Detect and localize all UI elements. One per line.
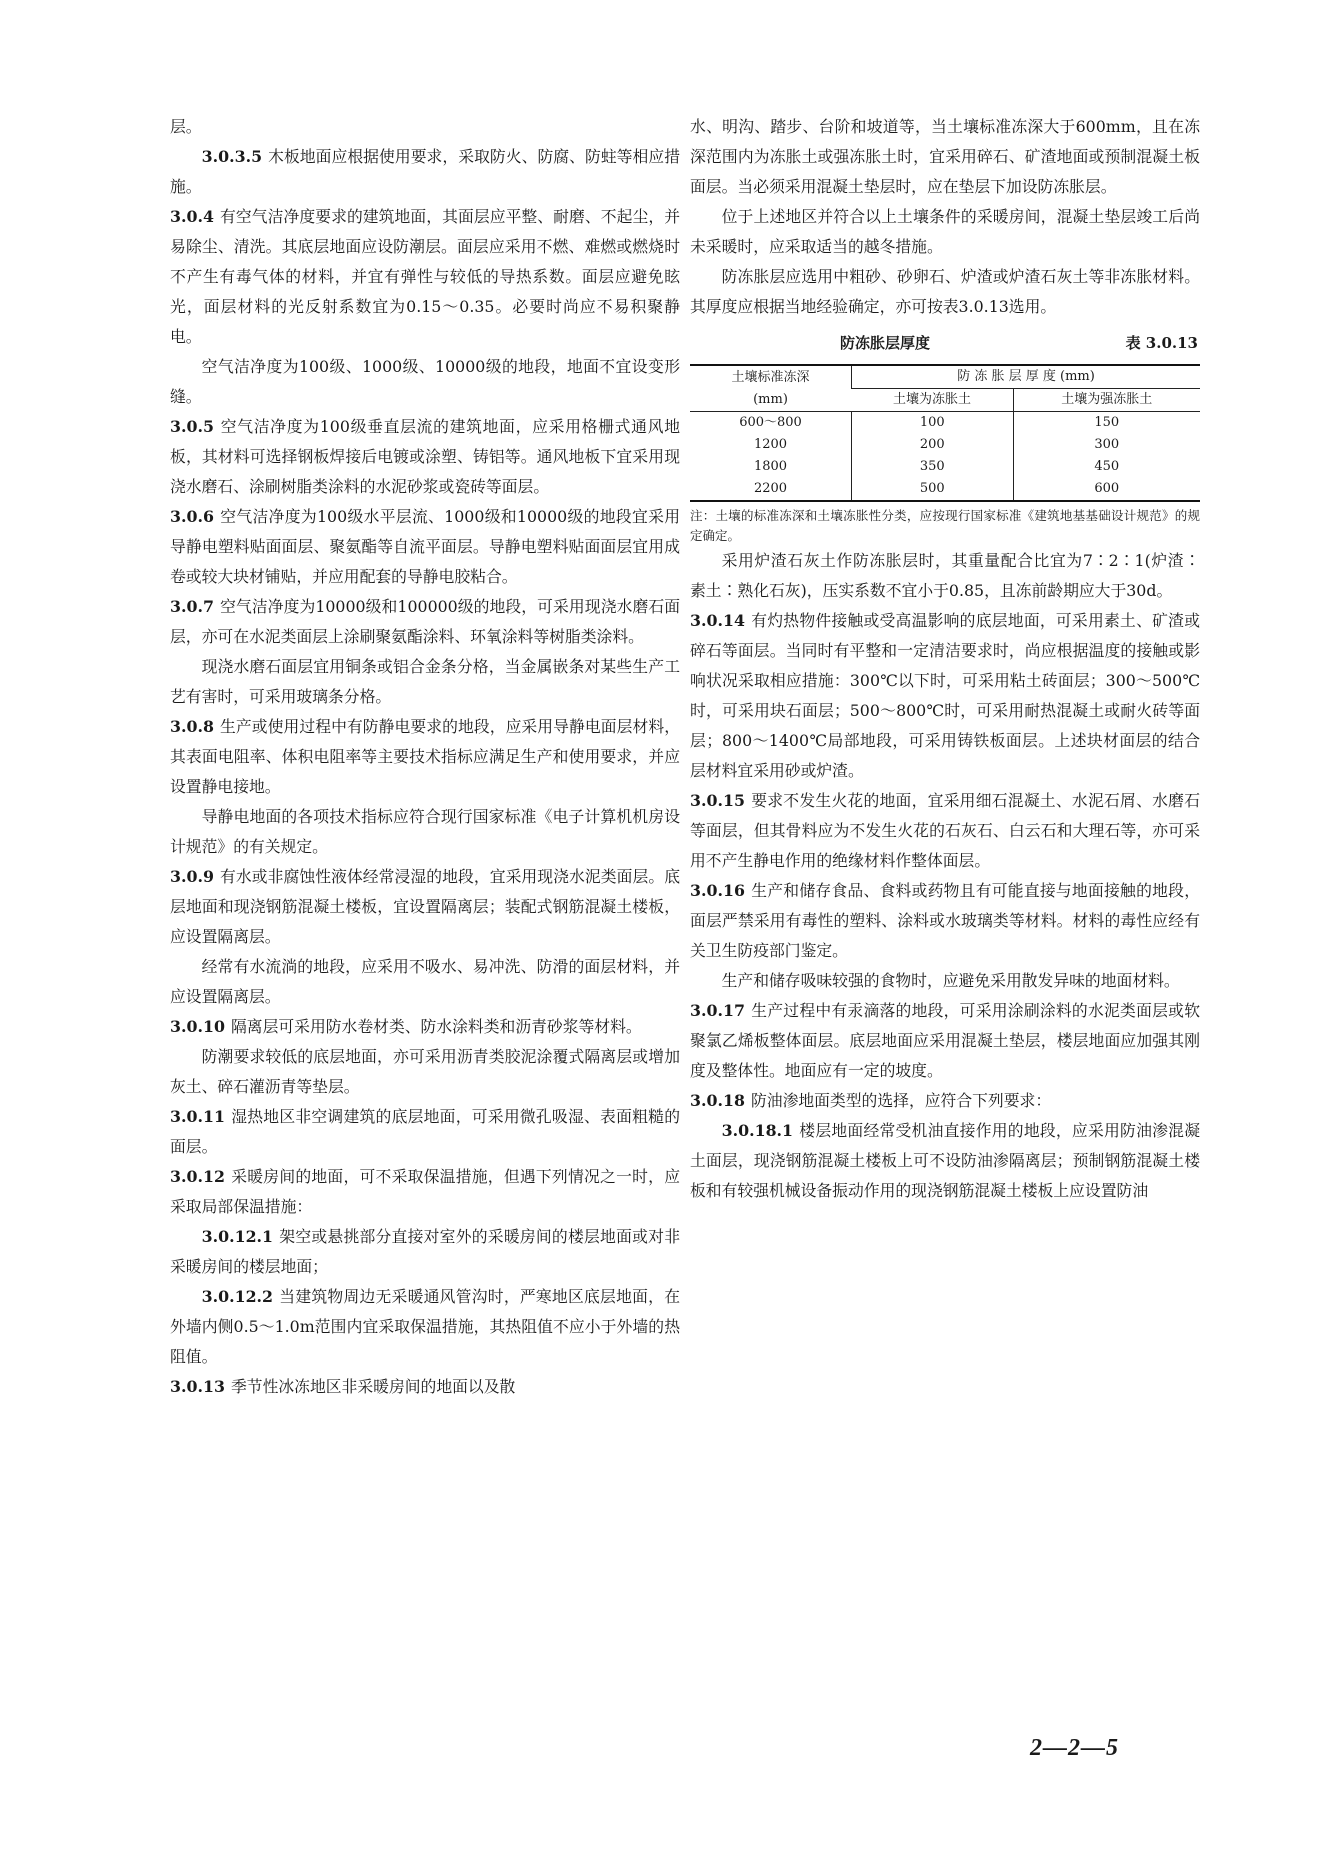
table-row: 2200 500 600 [690,478,1200,501]
paragraph-text: 采用炉渣石灰土作防冻胀层时，其重量配合比宜为7∶2∶1(炉渣∶素土∶熟化石灰)，压实系数不宜小于0.85，且冻前龄期应大于30d。 [690,551,1200,600]
paragraph-text: 有水或非腐蚀性液体经常浸湿的地段，宜采用现浇水泥类面层。底层地面和现浇钢筋混凝土楼板，宜设置隔离层；装配式钢筋混凝土楼板，应设置隔离层。 [170,867,680,946]
clause-number: 3.0.11 [170,1107,225,1126]
clause-number: 3.0.13 [170,1377,225,1396]
paragraph-text: 木板地面应根据使用要求，采取防火、防腐、防蛀等相应措施。 [170,147,680,196]
paragraph [690,262,1200,322]
table-number: 表 3.0.13 [1125,334,1198,352]
table-header-thickness: 防 冻 胀 层 厚 度 (mm) [852,365,1200,389]
paragraph-text: 楼层地面经常受机油直接作用的地段，应采用防油渗混凝土面层，现浇钢筋混凝土楼板上可不设防油渗隔离层；预制钢筋混凝土楼板和有较强机械设备振动作用的现浇钢筋混凝土楼板上应设置防油 [690,1121,1200,1200]
clause-number: 3.0.3.5 [201,147,263,166]
clause-paragraph [170,1282,680,1372]
paragraph-text: 水、明沟、踏步、台阶和坡道等，当土壤标准冻深大于600mm，且在冻深范围内为冻胀土或强冻胀土时，宜采用碎石、矿渣地面或预制混凝土板面层。当必须采用混凝土垫层时，应在垫层下加设防冻胀层。 [690,117,1200,196]
clause-paragraph [690,996,1200,1086]
paragraph-text: 当建筑物周边无采暖通风管沟时，严寒地区底层地面，在外墙内侧0.5～1.0m范围内宜采取保温措施，其热阻值不应小于外墙的热阻值。 [170,1287,680,1366]
paragraph-text: 空气洁净度为10000级和100000级的地段，可采用现浇水磨石面层，亦可在水泥类面层上涂刷聚氨酯涂料、环氧涂料等树脂类涂料。 [170,597,680,646]
paragraph-text: 空气洁净度为100级垂直层流的建筑地面，应采用格栅式通风地板，其材料可选择钢板焊接后电镀或涂塑、铸铝等。通风地板下宜采用现浇水磨石、涂刷树脂类涂料的水泥砂浆或瓷砖等面层。 [170,417,680,496]
paragraph-text: 有灼热物件接触或受高温影响的底层地面，可采用素土、矿渣或碎石等面层。当同时有平整和一定清洁要求时，尚应根据温度的接触或影响状况采取相应措施：300℃以下时，可采用粘土砖面层；300～500℃时，可采用块石面层；500～800℃时，可采用耐热混凝土或耐火砖等面层；800～1400℃局部地段，可采用铸铁板面层。上述块材面层的结合层材料宜采用砂或炉渣。 [690,611,1200,780]
clause-paragraph [170,1372,680,1402]
clause-number: 3.0.12 [170,1167,225,1186]
clause-paragraph [690,1086,1200,1116]
paragraph [690,546,1200,606]
paragraph [170,112,680,142]
paragraph-text: 层。 [170,117,202,136]
clause-number: 3.0.15 [690,791,745,810]
clause-number: 3.0.4 [170,207,214,226]
paragraph-text: 要求不发生火花的地面，宜采用细石混凝土、水泥石屑、水磨石等面层，但其骨料应为不发生火花的石灰石、白云石和大理石等，亦可采用不产生静电作用的绝缘材料作整体面层。 [690,791,1200,870]
clause-paragraph [170,712,680,802]
clause-number: 3.0.12.1 [201,1227,274,1246]
table-row: 1800 350 450 [690,456,1200,478]
clause-number: 3.0.8 [170,717,214,736]
paragraph-text: 现浇水磨石面层宜用铜条或铝合金条分格，当金属嵌条对某些生产工艺有害时，可采用玻璃条分格。 [170,657,680,706]
clause-paragraph [170,502,680,592]
clause-number: 3.0.7 [170,597,214,616]
paragraph [170,652,680,712]
clause-paragraph [170,592,680,652]
paragraph-text: 采暖房间的地面，可不采取保温措施，但遇下列情况之一时，应采取局部保温措施： [170,1167,680,1216]
table-caption [690,328,1200,364]
clause-paragraph [170,862,680,952]
paragraph-text: 经常有水流淌的地段，应采用不吸水、易冲洗、防滑的面层材料，并应设置隔离层。 [170,957,680,1006]
clause-number: 3.0.5 [170,417,214,436]
left-column [170,112,680,1402]
clause-number: 3.0.12.2 [201,1287,274,1306]
paragraph-text: 防潮要求较低的底层地面，亦可采用沥青类胶泥涂覆式隔离层或增加灰土、碎石灌沥青等垫层。 [170,1047,680,1096]
clause-paragraph [690,876,1200,966]
table-row: 1200 200 300 [690,434,1200,456]
clause-number: 3.0.14 [690,611,745,630]
clause-paragraph [690,606,1200,786]
table-header-depth: 土壤标准冻深 (mm) [690,365,852,412]
paragraph-text: 隔离层可采用防水卷材类、防水涂料类和沥青砂浆等材料。 [230,1017,642,1036]
right-column-bottom [690,546,1200,1206]
paragraph-text: 季节性冰冻地区非采暖房间的地面以及散 [230,1377,516,1396]
paragraph [690,966,1200,996]
clause-paragraph [170,1222,680,1282]
table-note: 注：土壤的标准冻深和土壤冻胀性分类，应按现行国家标准《建筑地基基础设计规范》的规定确定。 [690,508,1200,543]
clause-number: 3.0.10 [170,1017,225,1036]
paragraph-text: 防油渗地面类型的选择，应符合下列要求： [750,1091,1052,1110]
table-header-strong-frost-soil: 土壤为强冻胀土 [1013,389,1200,412]
paragraph-text: 生产或使用过程中有防静电要求的地段，应采用导静电面层材料，其表面电阻率、体积电阻率等主要技术指标应满足生产和使用要求，并应设置静电接地。 [170,717,680,796]
paragraph-text: 架空或悬挑部分直接对室外的采暖房间的楼层地面或对非采暖房间的楼层地面； [170,1227,680,1276]
clause-paragraph [170,1162,680,1222]
paragraph-text: 有空气洁净度要求的建筑地面，其面层应平整、耐磨、不起尘，并易除尘、清洗。其底层地面应设防潮层。面层应采用不燃、难燃或燃烧时不产生有毒气体的材料，并宜有弹性与较低的导热系数。面层应避免眩光，面层材料的光反射系数宜为0.15～0.35。必要时尚应不易积聚静电。 [170,207,680,346]
right-column [690,112,1200,1206]
clause-number: 3.0.6 [170,507,214,526]
paragraph-text: 导静电地面的各项技术指标应符合现行国家标准《电子计算机机房设计规范》的有关规定。 [170,807,680,856]
paragraph [170,352,680,412]
paragraph [690,112,1200,202]
clause-number: 3.0.9 [170,867,214,886]
paragraph-text: 防冻胀层应选用中粗砂、砂卵石、炉渣或炉渣石灰土等非冻胀材料。其厚度应根据当地经验确定，亦可按表3.0.13选用。 [690,267,1200,316]
clause-number: 3.0.17 [690,1001,745,1020]
paragraph-text: 湿热地区非空调建筑的底层地面，可采用微孔吸湿、表面粗糙的面层。 [170,1107,680,1156]
clause-number: 3.0.18 [690,1091,745,1110]
clause-paragraph [170,1012,680,1042]
clause-paragraph [170,412,680,502]
page-number: 2—2—5 [1030,1735,1119,1761]
clause-paragraph [170,142,680,202]
clause-paragraph [170,1102,680,1162]
frost-table-block [690,328,1200,546]
clause-number: 3.0.16 [690,881,745,900]
paragraph [690,202,1200,262]
table-header-frost-soil: 土壤为冻胀土 [852,389,1014,412]
paragraph-text: 空气洁净度为100级、1000级、10000级的地段，地面不宜设变形缝。 [170,357,680,406]
paragraph-text: 生产和储存吸味较强的食物时，应避免采用散发异味的地面材料。 [721,971,1180,990]
paragraph [170,1042,680,1102]
clause-paragraph [690,786,1200,876]
paragraph-text: 空气洁净度为100级水平层流、1000级和10000级的地段宜采用导静电塑料贴面面层、聚氨酯等自流平面层。导静电塑料贴面面层宜用成卷或较大块材铺贴，并应用配套的导静电胶粘合。 [170,507,680,586]
clause-paragraph [170,202,680,352]
paragraph-text: 生产和储存食品、食料或药物且有可能直接与地面接触的地段，面层严禁采用有毒性的塑料、涂料或水玻璃类等材料。材料的毒性应经有关卫生防疫部门鉴定。 [690,881,1200,960]
paragraph [170,952,680,1012]
paragraph-text: 位于上述地区并符合以上土壤条件的采暖房间，混凝土垫层竣工后尚未采暖时，应采取适当的越冬措施。 [690,207,1200,256]
clause-paragraph [690,1116,1200,1206]
right-column-top [690,112,1200,322]
table-title: 防冻胀层厚度 [840,334,931,352]
clause-number: 3.0.18.1 [721,1121,794,1140]
paragraph [170,802,680,862]
table-row: 600～800 100 150 [690,412,1200,435]
paragraph-text: 生产过程中有汞滴落的地段，可采用涂刷涂料的水泥类面层或软聚氯乙烯板整体面层。底层地面应采用混凝土垫层，楼层地面应加强其刚度及整体性。地面应有一定的坡度。 [690,1001,1200,1080]
frost-thickness-table [690,364,1200,502]
